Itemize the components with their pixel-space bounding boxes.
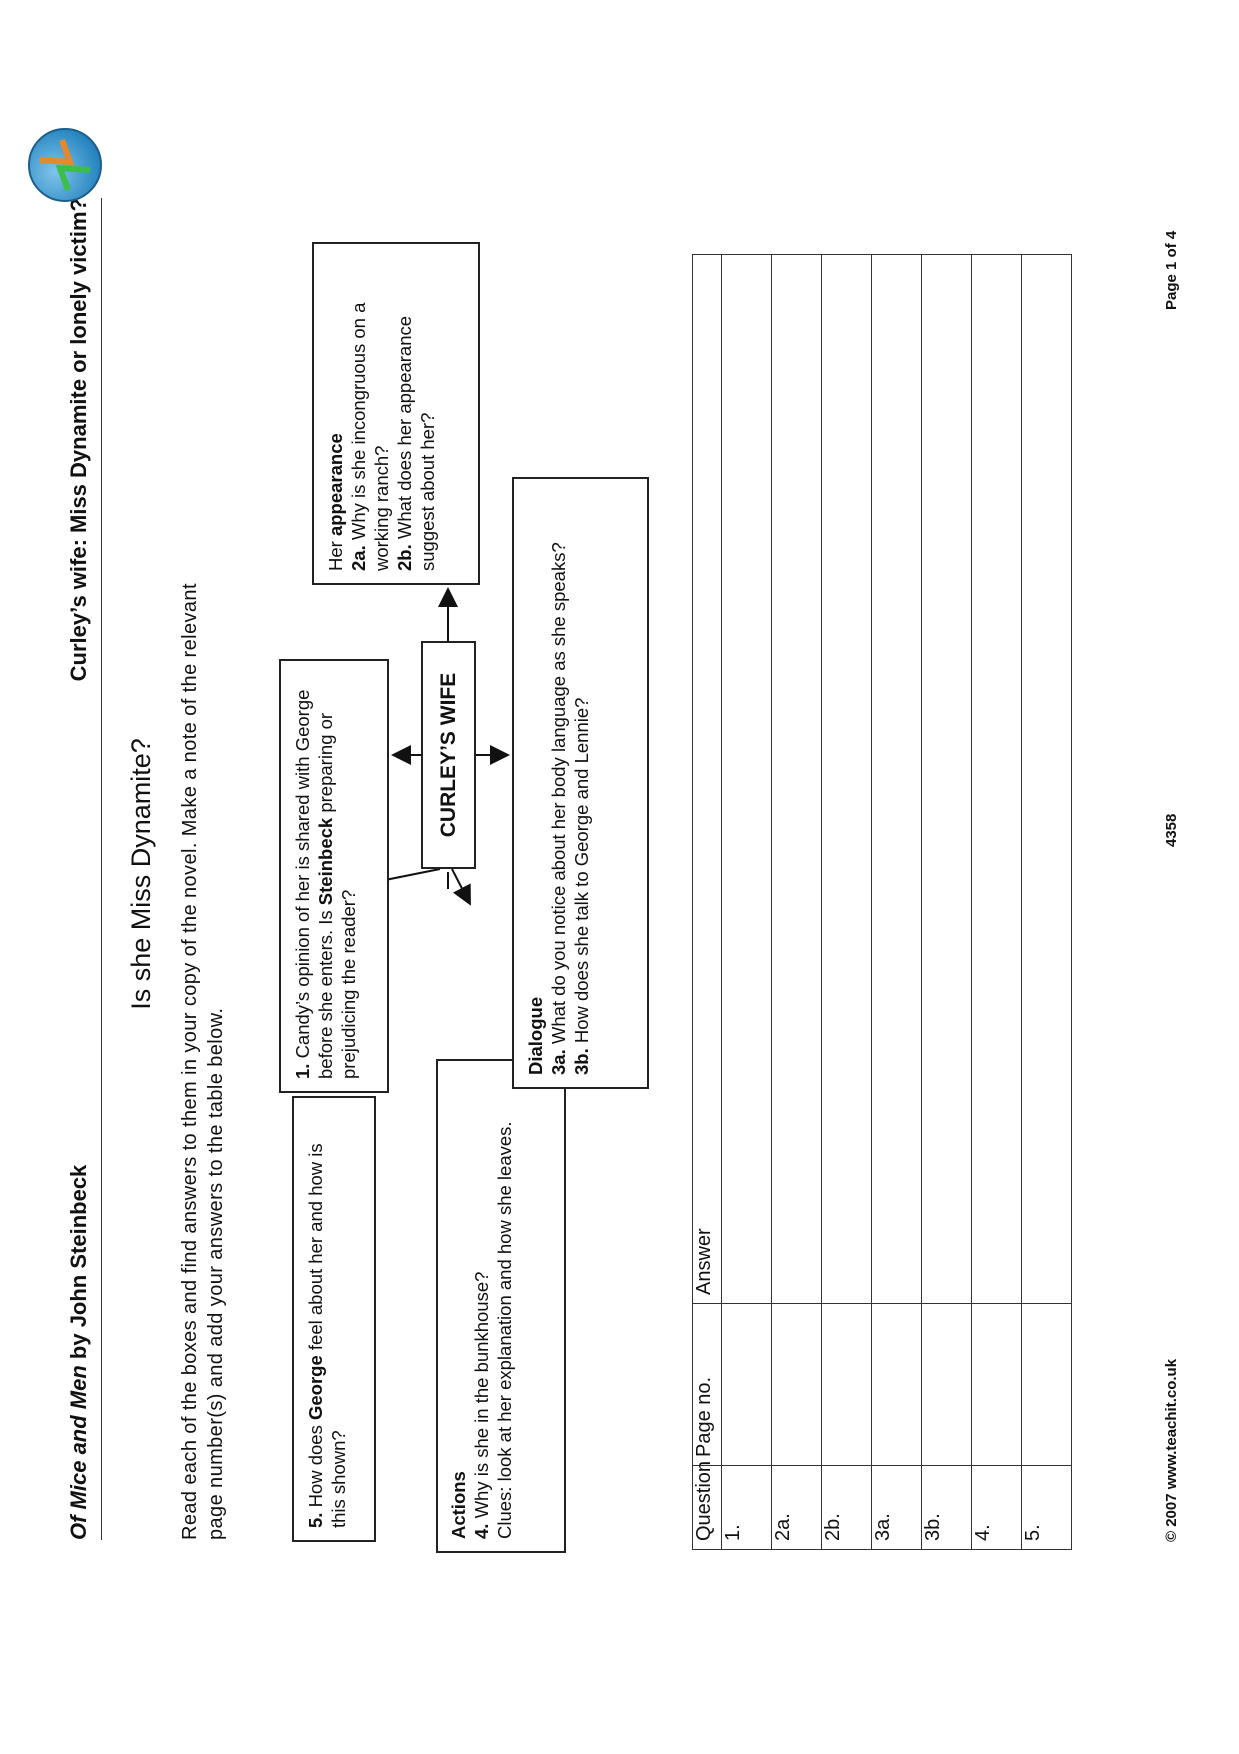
diagram-center-node: CURLEY’S WIFE bbox=[421, 641, 476, 869]
page-no-cell[interactable] bbox=[722, 1304, 772, 1466]
q5-number: 5. bbox=[305, 1512, 326, 1528]
q5-bold-george: George bbox=[305, 1355, 326, 1421]
question-box-actions bbox=[436, 1059, 566, 1553]
question-box-1 bbox=[279, 659, 389, 1093]
dialogue-heading: Dialogue bbox=[525, 996, 546, 1075]
table-row bbox=[722, 255, 772, 1550]
q4-clues: Clues: look at her explanation and how she leaves. bbox=[494, 1121, 515, 1539]
q3a-number: 3a. bbox=[548, 1049, 569, 1075]
q1-bold-steinbeck: Steinbeck bbox=[315, 817, 336, 906]
book-author: by John Steinbeck bbox=[66, 1164, 91, 1366]
appearance-prefix: Her bbox=[325, 536, 346, 571]
answer-cell[interactable] bbox=[722, 255, 772, 1304]
question-box-5 bbox=[292, 1096, 376, 1542]
table-row bbox=[972, 255, 1022, 1550]
page-no-cell[interactable] bbox=[872, 1304, 922, 1466]
col-header-question: Question bbox=[693, 1466, 722, 1550]
table-header-row bbox=[693, 255, 722, 1550]
question-cell: 4. bbox=[972, 1466, 1022, 1550]
question-cell: 2a. bbox=[772, 1466, 822, 1550]
question-cell: 1. bbox=[722, 1466, 772, 1550]
actions-heading: Actions bbox=[448, 1471, 469, 1539]
answer-cell[interactable] bbox=[922, 255, 972, 1304]
answer-cell[interactable] bbox=[822, 255, 872, 1304]
col-header-page-no: Page no. bbox=[693, 1304, 722, 1466]
question-cell: 5. bbox=[1022, 1466, 1072, 1550]
q4-text: Why is she in the bunkhouse? bbox=[471, 1271, 492, 1524]
col-header-answer: Answer bbox=[693, 255, 722, 1304]
q2a-text: Why is she incongruous on a working ranch? bbox=[348, 302, 392, 571]
page-no-cell[interactable] bbox=[772, 1304, 822, 1466]
book-title: Of Mice and Men bbox=[66, 1365, 91, 1540]
q3a-text: What do you notice about her body language as she speaks? bbox=[548, 542, 569, 1050]
page-no-cell[interactable] bbox=[1022, 1304, 1072, 1466]
answer-cell[interactable] bbox=[1022, 255, 1072, 1304]
question-box-appearance bbox=[312, 242, 480, 585]
footer-page-number: Page 1 of 4 bbox=[1163, 230, 1180, 310]
appearance-heading: appearance bbox=[325, 433, 346, 537]
table-row bbox=[1022, 255, 1072, 1550]
q2b-text: What does her appearance suggest about her? bbox=[394, 315, 438, 571]
page-no-cell[interactable] bbox=[972, 1304, 1022, 1466]
page-title: Is she Miss Dynamite? bbox=[126, 738, 156, 1010]
question-cell: 3b. bbox=[922, 1466, 972, 1550]
table-row bbox=[872, 255, 922, 1550]
instructions-text: Read each of the boxes and find answers to them in your copy of the novel. Make a note of the relevant page number(s) and add your answers to the table below. bbox=[179, 583, 227, 1540]
table-row bbox=[822, 255, 872, 1550]
header-worksheet-title: Curley’s wife: Miss Dynamite or lonely victim? bbox=[66, 198, 91, 682]
q1-text-b: preparing or prejudicing the reader? bbox=[315, 712, 359, 1079]
question-box-dialogue bbox=[512, 477, 649, 1089]
table-row bbox=[922, 255, 972, 1550]
q2b-number: 2b. bbox=[394, 544, 415, 571]
q1-text-a: Candy’s opinion of her is shared with George before she enters. Is bbox=[292, 689, 336, 1079]
q5-text-a: How does bbox=[305, 1420, 326, 1513]
q4-number: 4. bbox=[471, 1523, 492, 1539]
footer-copyright: © 2007 www.teachit.co.uk bbox=[1163, 1358, 1180, 1542]
question-cell: 2b. bbox=[822, 1466, 872, 1550]
page-no-cell[interactable] bbox=[822, 1304, 872, 1466]
q3b-number: 3b. bbox=[571, 1048, 592, 1075]
q3b-text: How does she talk to George and Lennie? bbox=[571, 697, 592, 1049]
answer-cell[interactable] bbox=[772, 255, 822, 1304]
q1-number: 1. bbox=[292, 1063, 313, 1079]
table-row bbox=[772, 255, 822, 1550]
answer-cell[interactable] bbox=[972, 255, 1022, 1304]
q5-text-b: feel about her and how is this shown? bbox=[305, 1143, 349, 1528]
answer-cell[interactable] bbox=[872, 255, 922, 1304]
question-cell: 3a. bbox=[872, 1466, 922, 1550]
page-no-cell[interactable] bbox=[922, 1304, 972, 1466]
footer-resource-code: 4358 bbox=[1163, 813, 1180, 847]
answer-table bbox=[692, 254, 1072, 1550]
q2a-number: 2a. bbox=[348, 545, 369, 571]
